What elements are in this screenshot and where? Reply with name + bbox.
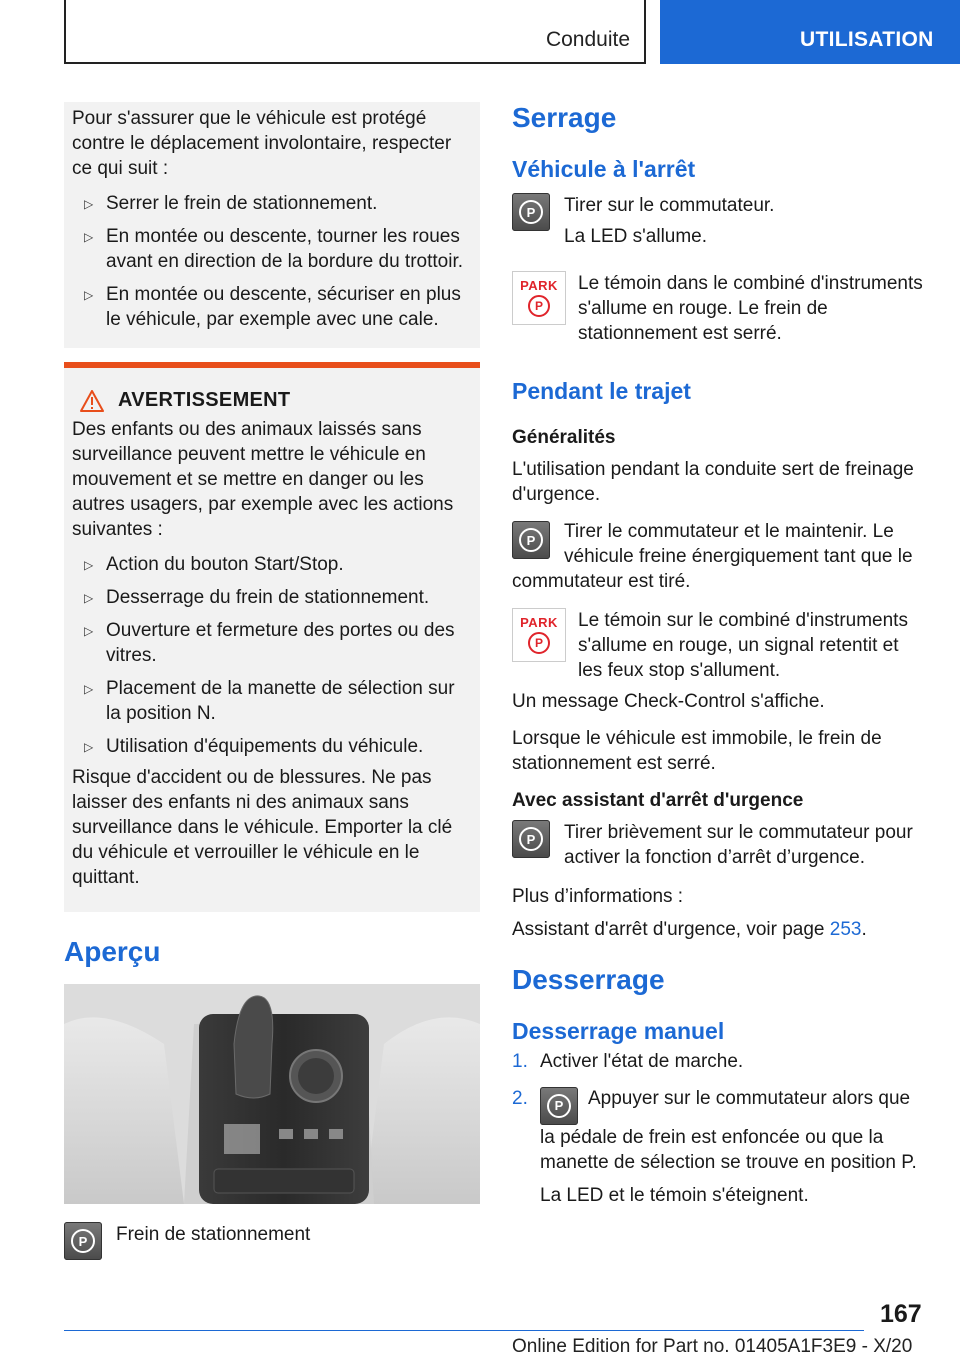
step-after-text: La LED et le témoin s'éteignent.	[540, 1184, 809, 1206]
console-illustration	[64, 984, 480, 1204]
list-item: 1. Activer l'état de marche.	[512, 1051, 744, 1072]
trajet-pull-row	[512, 519, 926, 594]
parking-brake-icon: P	[64, 1222, 102, 1260]
generalites-text: L'utilisation pendant la conduite sert de freinage d'urgence.	[512, 459, 914, 505]
trajet-pull-text: Tirer le commutateur et le maintenir. Le véhicule freine énergiquement tant que le commutateur est tiré.	[512, 521, 913, 592]
list-item: ▷ En montée ou descente, sécuriser en plus le véhicule, par exemple avec une cale.	[84, 284, 461, 330]
footer-edition: Online Edition for Part no. 01405A1F3E9 - X/20	[512, 1336, 913, 1357]
bullet-triangle-icon: ▷	[84, 682, 94, 696]
park-warning-icon: PARK P	[512, 608, 566, 662]
bullet-triangle-icon: ▷	[84, 288, 94, 302]
park-warning-icon: PARK P	[512, 271, 566, 325]
serrage-heading: Serrage	[512, 102, 617, 133]
immobile-text: Lorsque le véhicule est immobile, le frein de stationnement est serré.	[512, 728, 882, 774]
arret-heading: Véhicule à l'arrêt	[512, 156, 696, 182]
bullet-triangle-icon: ▷	[84, 197, 94, 211]
header-frame	[64, 0, 646, 64]
warning-text: Des enfants ou des animaux laissés sans surveillance peuvent mettre le véhicule en mouvement et se mettre en danger ou les autres usagers, par exemple avec les actions suivantes :	[72, 419, 454, 540]
plus-info-text: Plus d’informations :	[512, 886, 684, 907]
chapter-tab[interactable]: UTILISATION	[660, 0, 960, 64]
warning-box	[64, 362, 480, 912]
arret-line1: Tirer sur le commutateur.	[564, 195, 775, 216]
parking-brake-icon: P	[512, 521, 550, 559]
list-item: ▷ Action du bouton Start/Stop.	[72, 552, 472, 577]
generalites-heading: Généralités	[512, 427, 616, 448]
bullet-triangle-icon: ▷	[84, 740, 94, 754]
parking-brake-icon: P	[540, 1087, 578, 1125]
bullet-triangle-icon: ▷	[84, 624, 94, 638]
list-item: ▷ Desserrage du frein de stationnement.	[72, 585, 472, 610]
warning-closing: Risque d'accident ou de blessures. Ne pas laisser des enfants ni des animaux sans surveillance dans le véhicule. Emporter la clé du véhicule et verrouiller le véhicule en le quittant.	[72, 767, 453, 888]
parking-brake-icon: P	[512, 193, 550, 231]
intro-list	[72, 191, 472, 332]
page-number: 167	[880, 1300, 922, 1328]
warning-title: AVERTISSEMENT	[118, 389, 291, 411]
desserrage-heading: Desserrage	[512, 964, 665, 995]
list-item: ▷ Serrer le frein de stationnement.	[72, 191, 472, 216]
page-link[interactable]: 253	[829, 919, 862, 940]
assistant-row	[512, 820, 926, 870]
assistant-text: Tirer brièvement sur le commutateur pour activer la fonction d’arrêt d’urgence.	[564, 822, 913, 868]
manuel-heading: Desserrage manuel	[512, 1018, 725, 1044]
list-item: ▷ Utilisation d'équipements du véhicule.	[72, 734, 472, 759]
list-item: ▷ En montée ou descente, tourner les roues avant en direction de la bordure du trottoir.	[84, 226, 464, 272]
photo-caption: Frein de stationnement	[116, 1224, 311, 1245]
assistant-heading: Avec assistant d'arrêt d'urgence	[512, 790, 804, 811]
trajet-heading: Pendant le trajet	[512, 378, 691, 404]
arret-pull-row	[512, 193, 926, 249]
caption-row	[64, 1222, 480, 1260]
bullet-triangle-icon: ▷	[84, 558, 94, 572]
warning-list	[72, 552, 472, 759]
arret-park-row	[512, 271, 926, 346]
reference-line: Assistant d'arrêt d'urgence, voir page 253.	[512, 919, 867, 940]
intro-box	[64, 102, 480, 348]
footer-divider	[64, 1330, 864, 1331]
steps-list	[512, 1049, 926, 1175]
arret-park-text: Le témoin dans le combiné d'instruments s'allume en rouge. Le frein de stationnement est serré.	[578, 273, 923, 344]
list-item: 2. P Appuyer sur le commutateur alors que la pédale de frein est enfoncée ou que la manette de sélection se trouve en position P.	[512, 1088, 917, 1173]
bullet-triangle-icon: ▷	[84, 230, 94, 244]
trajet-park-text: Le témoin sur le combiné d'instruments s'allume en rouge, un signal retentit et les feux stop s'allument.	[578, 610, 908, 681]
section-title: Conduite	[545, 28, 630, 51]
bullet-triangle-icon: ▷	[84, 591, 94, 605]
list-item: ▷ Ouverture et fermeture des portes ou des vitres.	[84, 620, 455, 666]
left-column	[64, 102, 480, 1260]
arret-line2: La LED s'allume.	[564, 226, 708, 247]
list-item: ▷ Placement de la manette de sélection sur la position N.	[84, 678, 455, 724]
check-control-text: Un message Check-Control s'affiche.	[512, 691, 825, 712]
center-console-photo	[64, 984, 480, 1204]
parking-brake-icon: P	[512, 820, 550, 858]
right-column	[512, 102, 926, 1208]
apercu-heading: Aperçu	[64, 936, 161, 967]
trajet-park-row	[512, 608, 926, 683]
intro-text: Pour s'assurer que le véhicule est protégé contre le déplacement involontaire, respecter ce qui suit :	[72, 108, 452, 179]
warning-triangle-icon	[80, 390, 104, 412]
